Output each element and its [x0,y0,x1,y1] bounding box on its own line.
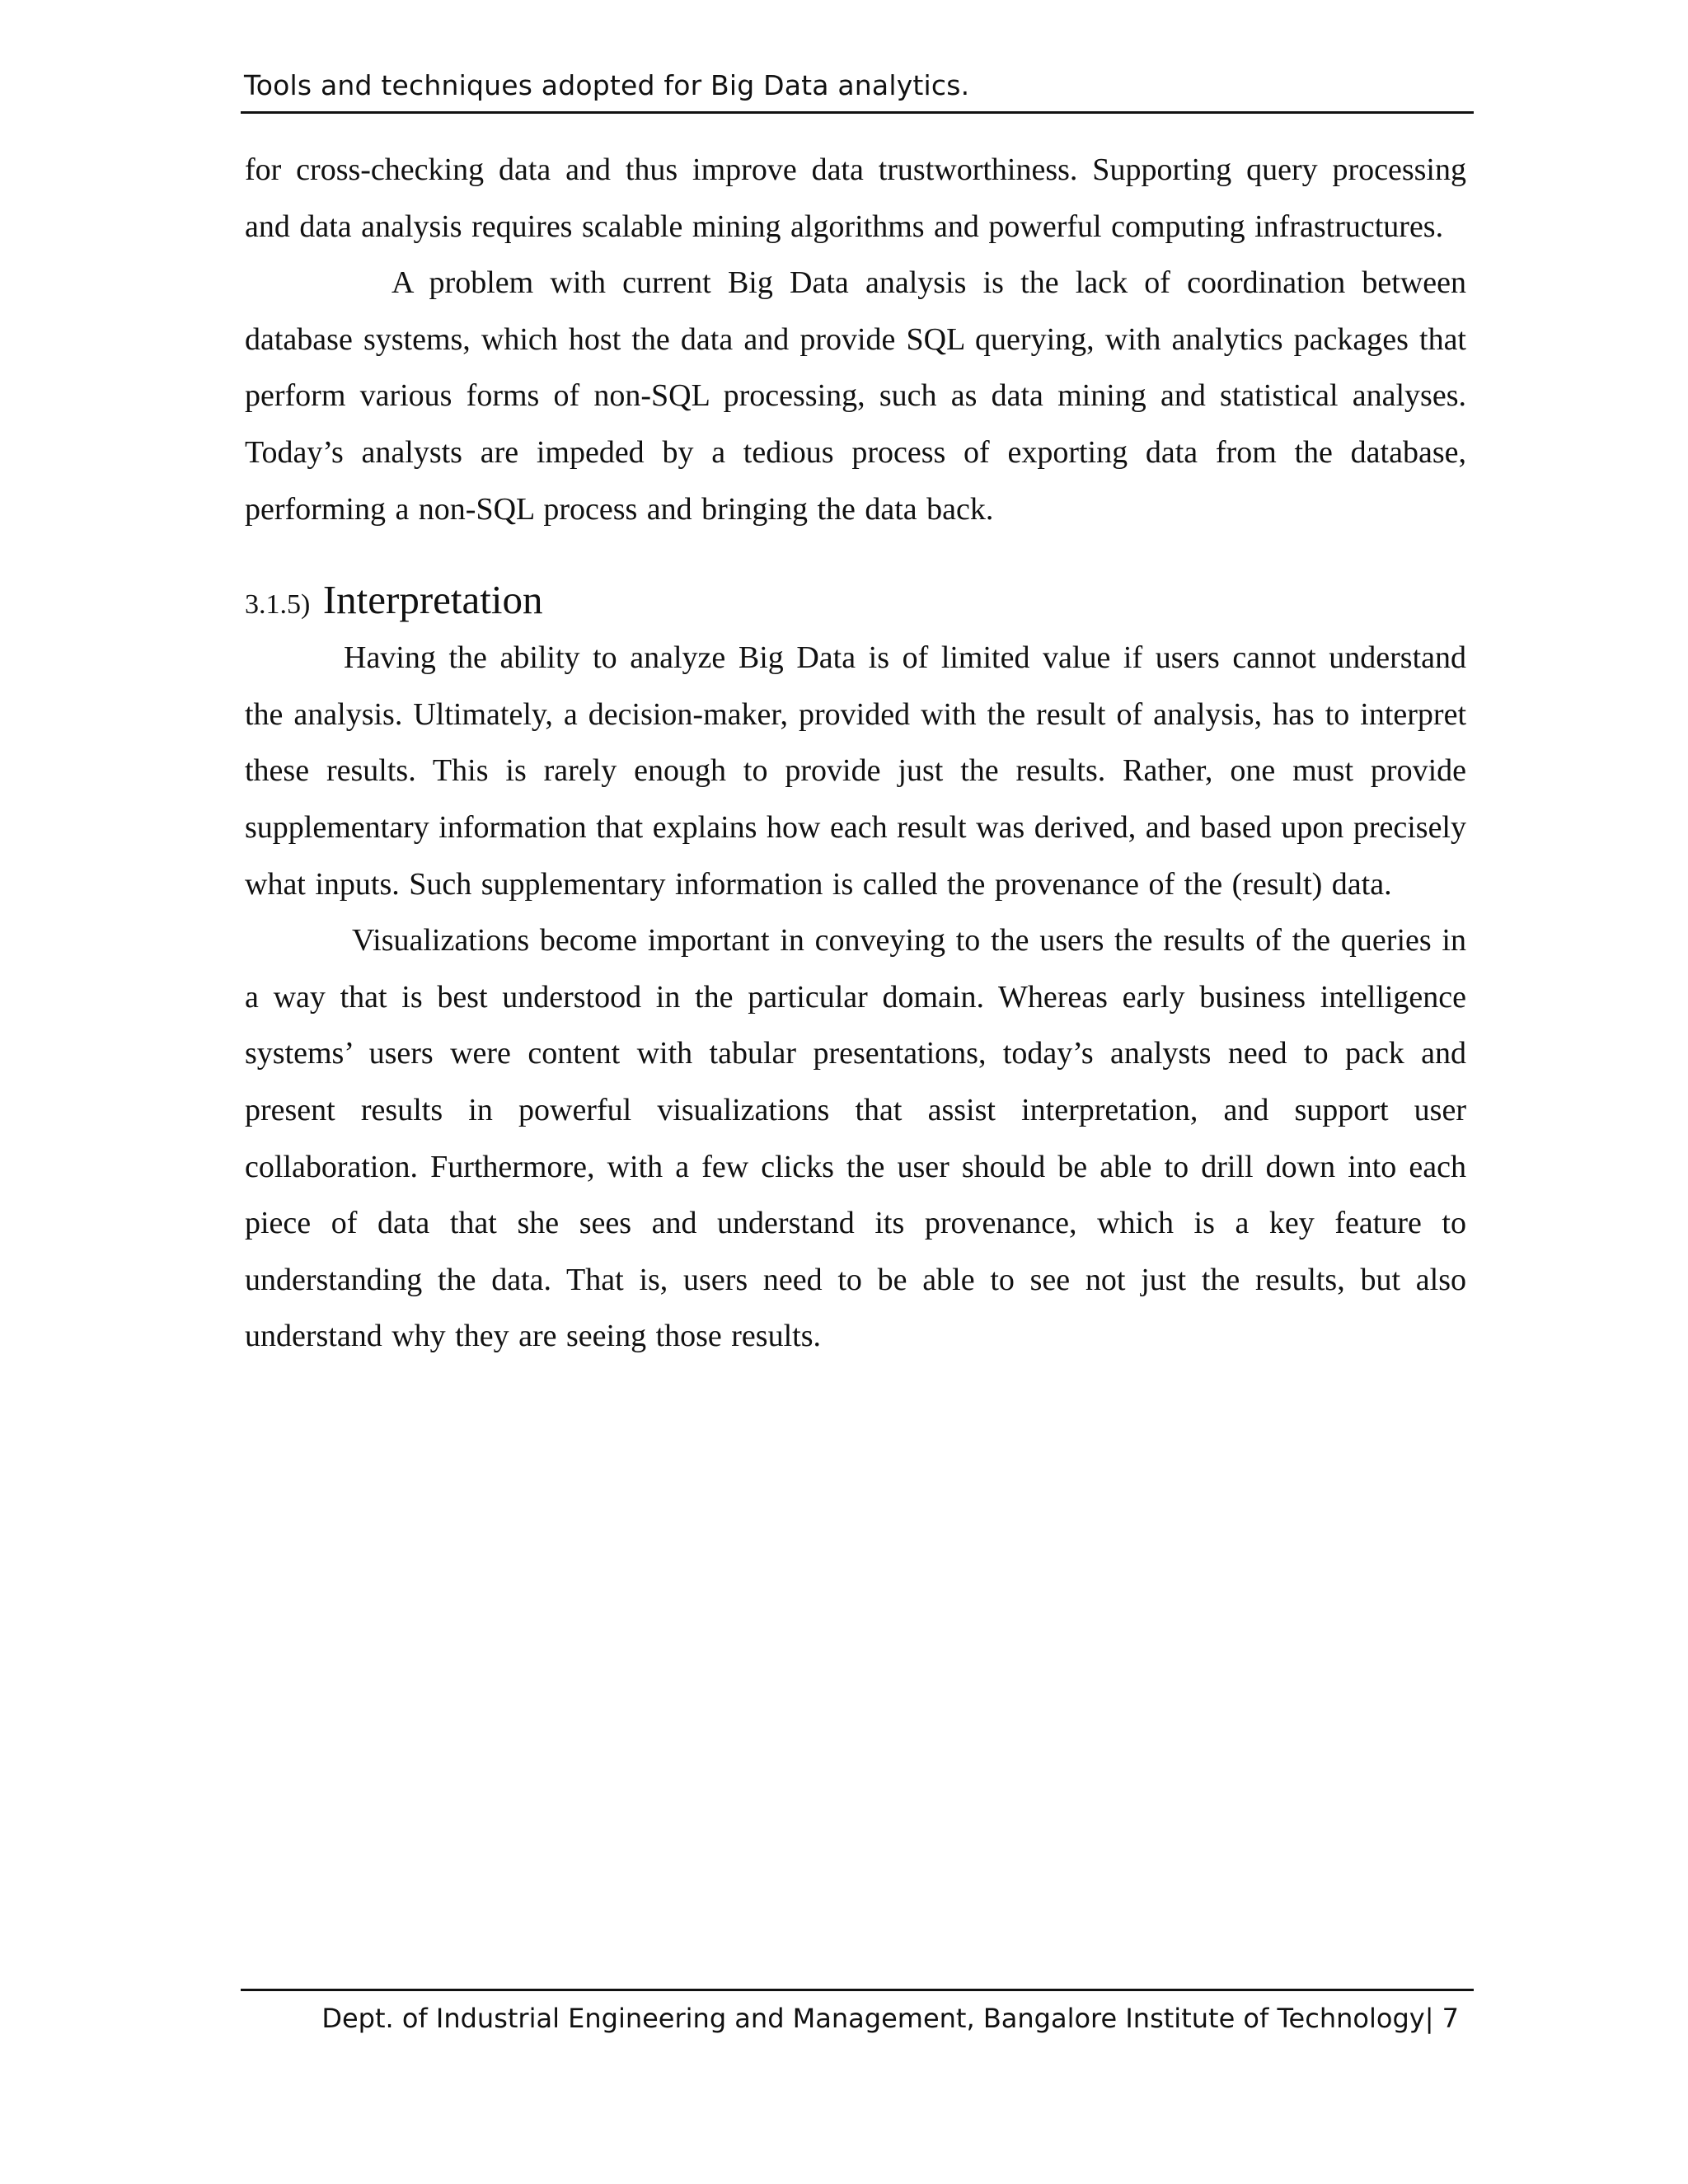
running-header: Tools and techniques adopted for Big Data analytics. [244,69,970,101]
paragraph-4: Visualizations become important in conveying to the users the results of the queries in a way that is best understood in the particular domain. Whereas early business intelligence systems’ users were content with tabular presentations, today’s analysts need to pack and present results in powerful visualizations that assist interpretation, and support user collaboration. Furthermore, with a few clicks the user should be able to drill down into each piece of data that she sees and understand its provenance, which is a key feature to understanding the data. That is, users need to be able to see not just the results, but also understand why they are seeing those results. [245,923,1466,1354]
header-rule [241,111,1474,114]
paragraph-3: Having the ability to analyze Big Data is of limited value if users cannot understand the analysis. Ultimately, a decision-maker, provided with the result of analysis, has to interpret these results. This is rarely enough to provide just the results. Rather, one must provide supplementary information that explains how each result was derived, and based upon precisely what inputs. Such supplementary information is called the provenance of the (result) data. [245,640,1466,902]
paragraph-2: A problem with current Big Data analysis is the lack of coordination between database systems, which host the data and provide SQL querying, with analytics packages that perform various forms of non-SQL processing, such as data mining and statistical analyses. Today’s analysts are impeded by a tedious process of exporting data from the database, performing a non-SQL process and bringing the data back. [245,265,1466,527]
section-title: Interpretation [322,577,543,623]
body-text [245,142,1466,1365]
page-footer: Dept. of Industrial Engineering and Management, Bangalore Institute of Technology| 7 [321,2003,1459,2034]
paragraph-1: for cross-checking data and thus improve data trustworthiness. Supporting query processing and data analysis requires scalable mining algorithms and powerful computing infrastructures. [245,152,1466,244]
section-number: 3.1.5) [245,589,311,621]
footer-rule [241,1989,1474,1991]
section-heading [245,570,1466,630]
